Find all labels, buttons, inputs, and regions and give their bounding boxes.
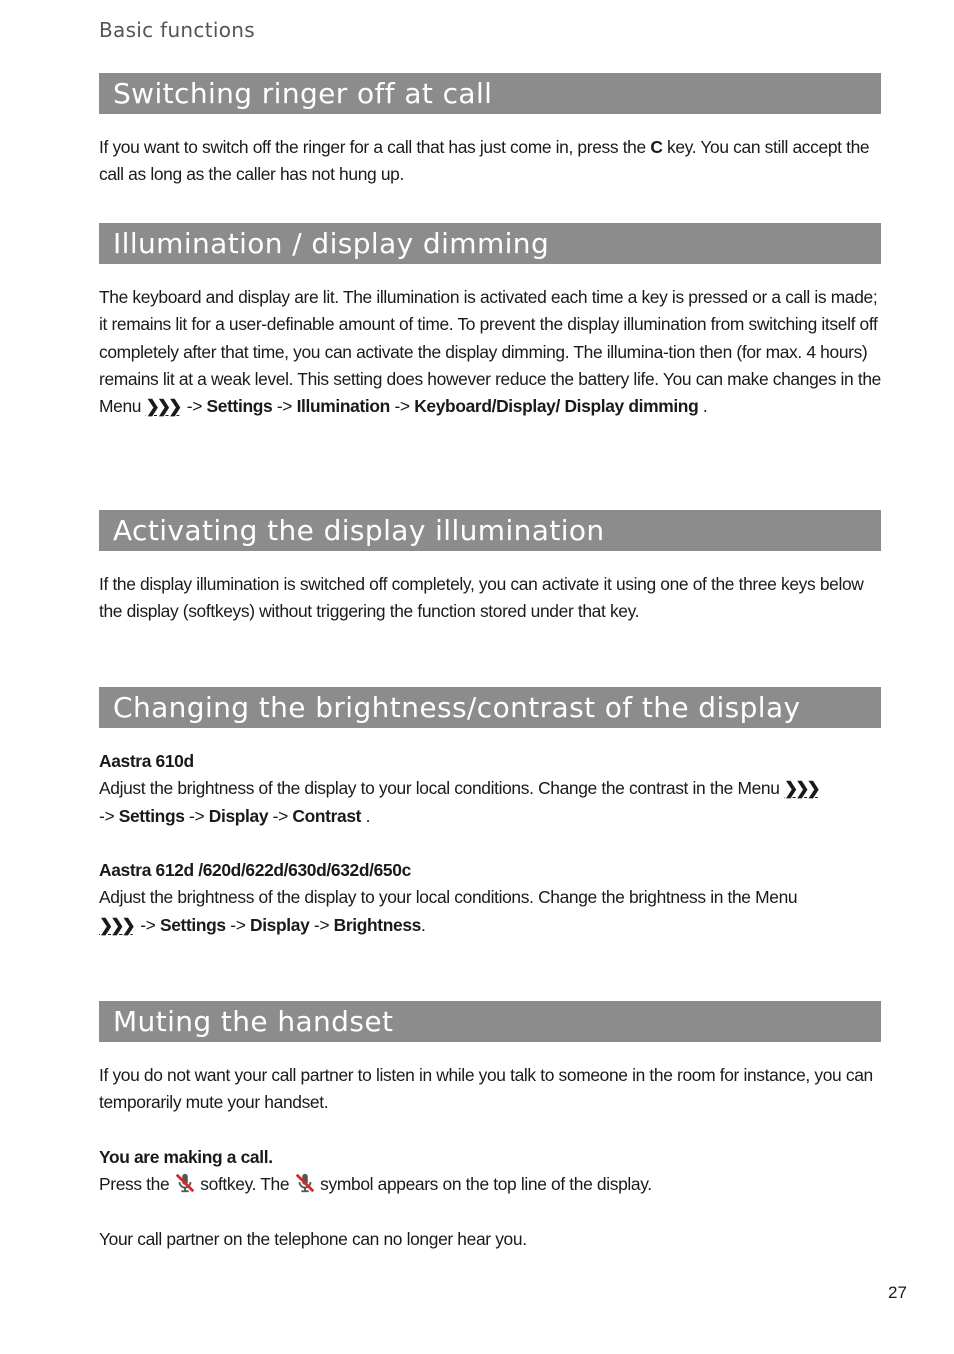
section-header-ringer — [99, 73, 881, 114]
menu-chevrons-icon: ❯❯❯ — [145, 397, 180, 417]
menu-chevrons-icon: ❯❯❯ — [784, 779, 818, 799]
menu-path-settings: Settings — [206, 396, 273, 417]
brightness-610-block: Aastra 610d Adjust the brightness of the display to your local conditions. Change the contrast in the Menu ❯❯❯ -> Settings -> Display -> Contrast . — [99, 748, 889, 830]
section-header-illumination — [99, 223, 881, 264]
microphone-muted-icon — [294, 1172, 316, 1194]
menu-path-display: Display — [208, 805, 269, 826]
section-title-activating: Activating the display illumination — [113, 514, 605, 547]
model-heading-612d: Aastra 612d /620d/622d/630d/632d/650c — [99, 860, 411, 880]
brightness-612-block: Aastra 612d /620d/622d/630d/632d/650c Adjust the brightness of the display to your local conditions. Change the brightness in the Menu ❯❯❯ -> Settings -> Display -> Brightness. — [99, 857, 889, 939]
section-header-brightness — [99, 687, 881, 728]
menu-path-brightness: Brightness — [333, 914, 421, 935]
section-title-brightness: Changing the brightness/contrast of the display — [113, 691, 801, 724]
key-c: C — [650, 137, 663, 157]
ringer-paragraph: If you want to switch off the ringer for a call that has just come in, press the C key. You can still accept the call as long as the caller has not hung up. — [99, 137, 870, 185]
making-call-heading: You are making a call. — [99, 1147, 273, 1167]
menu-path-settings: Settings — [159, 914, 226, 935]
menu-path-keyboard-display: Keyboard/Display/ Display dimming — [414, 396, 699, 417]
menu-chevrons-icon: ❯❯❯ — [99, 915, 133, 935]
section-header-activating — [99, 510, 881, 551]
menu-path-contrast: Contrast — [292, 805, 362, 826]
section-title-illumination: Illumination / display dimming — [113, 227, 550, 260]
page-number: 27 — [888, 1283, 907, 1302]
section-header-muting — [99, 1001, 881, 1042]
muting-call-block: You are making a call. Press the softkey. The symbol appears on the top line of the display. — [99, 1147, 652, 1195]
model-heading-610d: Aastra 610d — [99, 751, 194, 771]
menu-path-display: Display — [249, 914, 310, 935]
section-title-muting: Muting the handset — [113, 1005, 394, 1038]
menu-path-settings: Settings — [118, 805, 185, 826]
running-head: Basic functions — [99, 18, 255, 42]
menu-path-illumination: Illumination — [296, 396, 390, 417]
muting-result: Your call partner on the telephone can no longer hear you. — [99, 1229, 527, 1249]
illumination-paragraph: The keyboard and display are lit. The illumination is activated each time a key is pressed or a call is made; it remains lit for a user-definable amount of time. To prevent the display illumination from switching itself off completely after that time, you can activate the display dimming. The illumina-tion then (for max. 4 hours) remains lit at a weak level. This setting does however reduce the battery life. You can make changes in the Menu ❯❯❯ -> Settings -> Illumination -> Keyboard/Display/ Display dimming . — [99, 284, 889, 420]
muting-paragraph: If you do not want your call partner to listen in while you talk to someone in the room for instance, you can temporarily mute your handset. — [99, 1065, 873, 1113]
section-title-ringer: Switching ringer off at call — [113, 77, 493, 110]
microphone-muted-icon — [174, 1172, 196, 1194]
activating-paragraph: If the display illumination is switched off completely, you can activate it using one of the three keys below the display (softkeys) without triggering the function stored under that key. — [99, 574, 864, 622]
